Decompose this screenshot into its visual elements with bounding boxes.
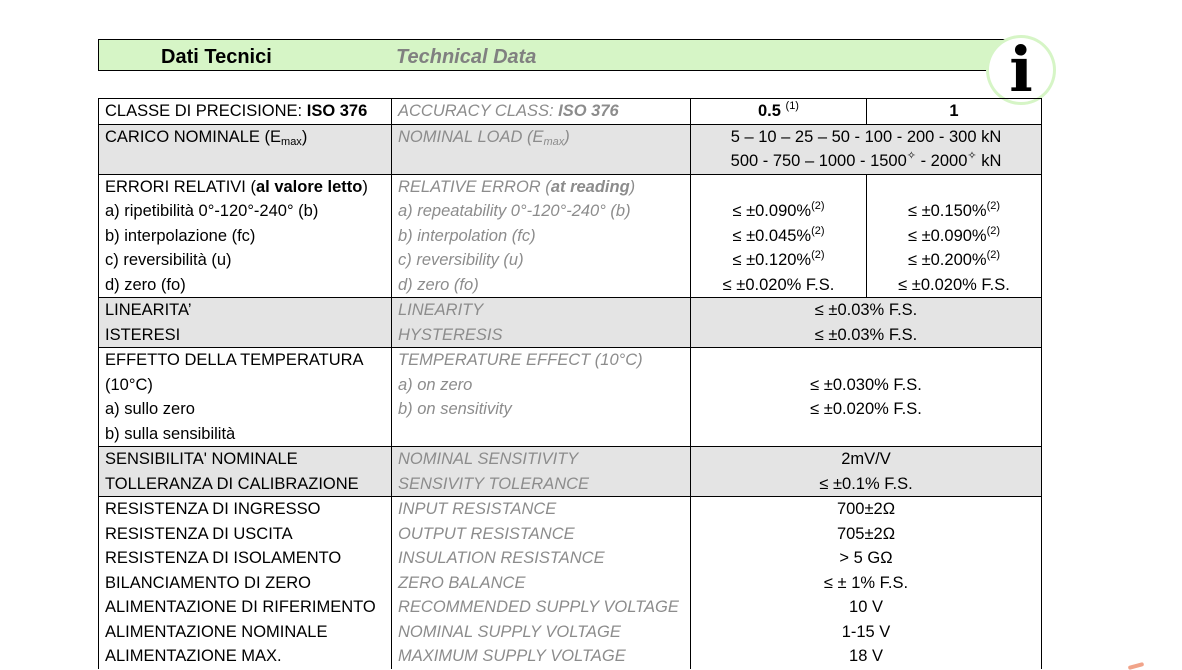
accuracy-label-en: ACCURACY CLASS: ISO 376 (392, 99, 691, 125)
accuracy-class-b: 1 (867, 99, 1042, 125)
linearity-label-it: LINEARITA’ ISTERESI (99, 298, 392, 348)
section-header (98, 39, 1018, 71)
header-title-en: Technical Data (396, 46, 537, 68)
info-icon (989, 33, 1053, 106)
edge-decoration (1128, 662, 1144, 670)
row-temperature (99, 348, 1042, 447)
technical-data-table (98, 98, 1042, 669)
row-electrical (99, 497, 1042, 669)
relative-error-class-a: ≤ ±0.090%$^{(2)}$ ≤ ±0.045%$^{(2)}$ ≤ ±0.120%$^{(2)}$ ≤ ±0.020% F.S. (691, 174, 867, 298)
electrical-values: 700±2Ω 705±2Ω > 5 GΩ ≤ ± 1% F.S. 10 V 1-15 V 18 V (691, 497, 1042, 669)
electrical-label-it: RESISTENZA DI INGRESSO RESISTENZA DI USCITA RESISTENZA DI ISOLAMENTO BILANCIAMENTO DI ZERO ALIMENTAZIONE DI RIFERIMENTO ALIMENTAZIONE NOMINALE ALIMENTAZIONE MAX. (99, 497, 392, 669)
row-accuracy-class (99, 99, 1042, 125)
linearity-values: ≤ ±0.03% F.S. ≤ ±0.03% F.S. (691, 298, 1042, 348)
row-relative-error (99, 174, 1042, 298)
nominal-load-label-it: CARICO NOMINALE $(E_{max})$ (99, 124, 392, 174)
relative-error-label-en: RELATIVE ERROR (at reading) a) repeatability 0°-120°-240° (b) b) interpolation (fc) c) reversibility (u) d) zero (fo) (392, 174, 691, 298)
sensitivity-values: 2mV/V ≤ ±0.1% F.S. (691, 447, 1042, 497)
relative-error-label-it: ERRORI RELATIVI (al valore letto) a) ripetibilità 0°-120°-240° (b) b) interpolazione (fc) c) reversibilità (u) d) zero (fo) (99, 174, 392, 298)
header-title-it: Dati Tecnici (161, 46, 272, 68)
sensitivity-label-en: NOMINAL SENSITIVITY SENSIVITY TOLERANCE (392, 447, 691, 497)
temperature-label-en: TEMPERATURE EFFECT (10°C) a) on zero b) on sensitivity (392, 348, 691, 447)
temperature-label-it: EFFETTO DELLA TEMPERATURA (10°C) a) sullo zero b) sulla sensibilità (99, 348, 392, 447)
accuracy-class-a: 0.5 $^{(1)}$ (691, 99, 867, 125)
nominal-load-values: 5 – 10 – 25 – 50 - 100 - 200 - 300 kN 500 - 750 – 1000 - 1500✧ - 2000✧ kN (691, 124, 1042, 174)
temperature-values: ≤ ±0.030% F.S. ≤ ±0.020% F.S. (691, 348, 1042, 447)
row-sensitivity (99, 447, 1042, 497)
nominal-load-label-en: NOMINAL LOAD $(E_{max})$ (392, 124, 691, 174)
electrical-label-en: INPUT RESISTANCE OUTPUT RESISTANCE INSULATION RESISTANCE ZERO BALANCE RECOMMENDED SUPPLY VOLTAGE NOMINAL SUPPLY VOLTAGE MAXIMUM SUPPLY VOLTAGE (392, 497, 691, 669)
row-nominal-load (99, 124, 1042, 174)
info-icon-glyph: i (1009, 33, 1033, 106)
relative-error-class-b: ≤ ±0.150%$^{(2)}$ ≤ ±0.090%$^{(2)}$ ≤ ±0.200%$^{(2)}$ ≤ ±0.020% F.S. (867, 174, 1042, 298)
accuracy-label-it: CLASSE DI PRECISIONE: ISO 376 (99, 99, 392, 125)
row-linearity (99, 298, 1042, 348)
sensitivity-label-it: SENSIBILITA' NOMINALE TOLLERANZA DI CALIBRAZIONE (99, 447, 392, 497)
linearity-label-en: LINEARITY HYSTERESIS (392, 298, 691, 348)
